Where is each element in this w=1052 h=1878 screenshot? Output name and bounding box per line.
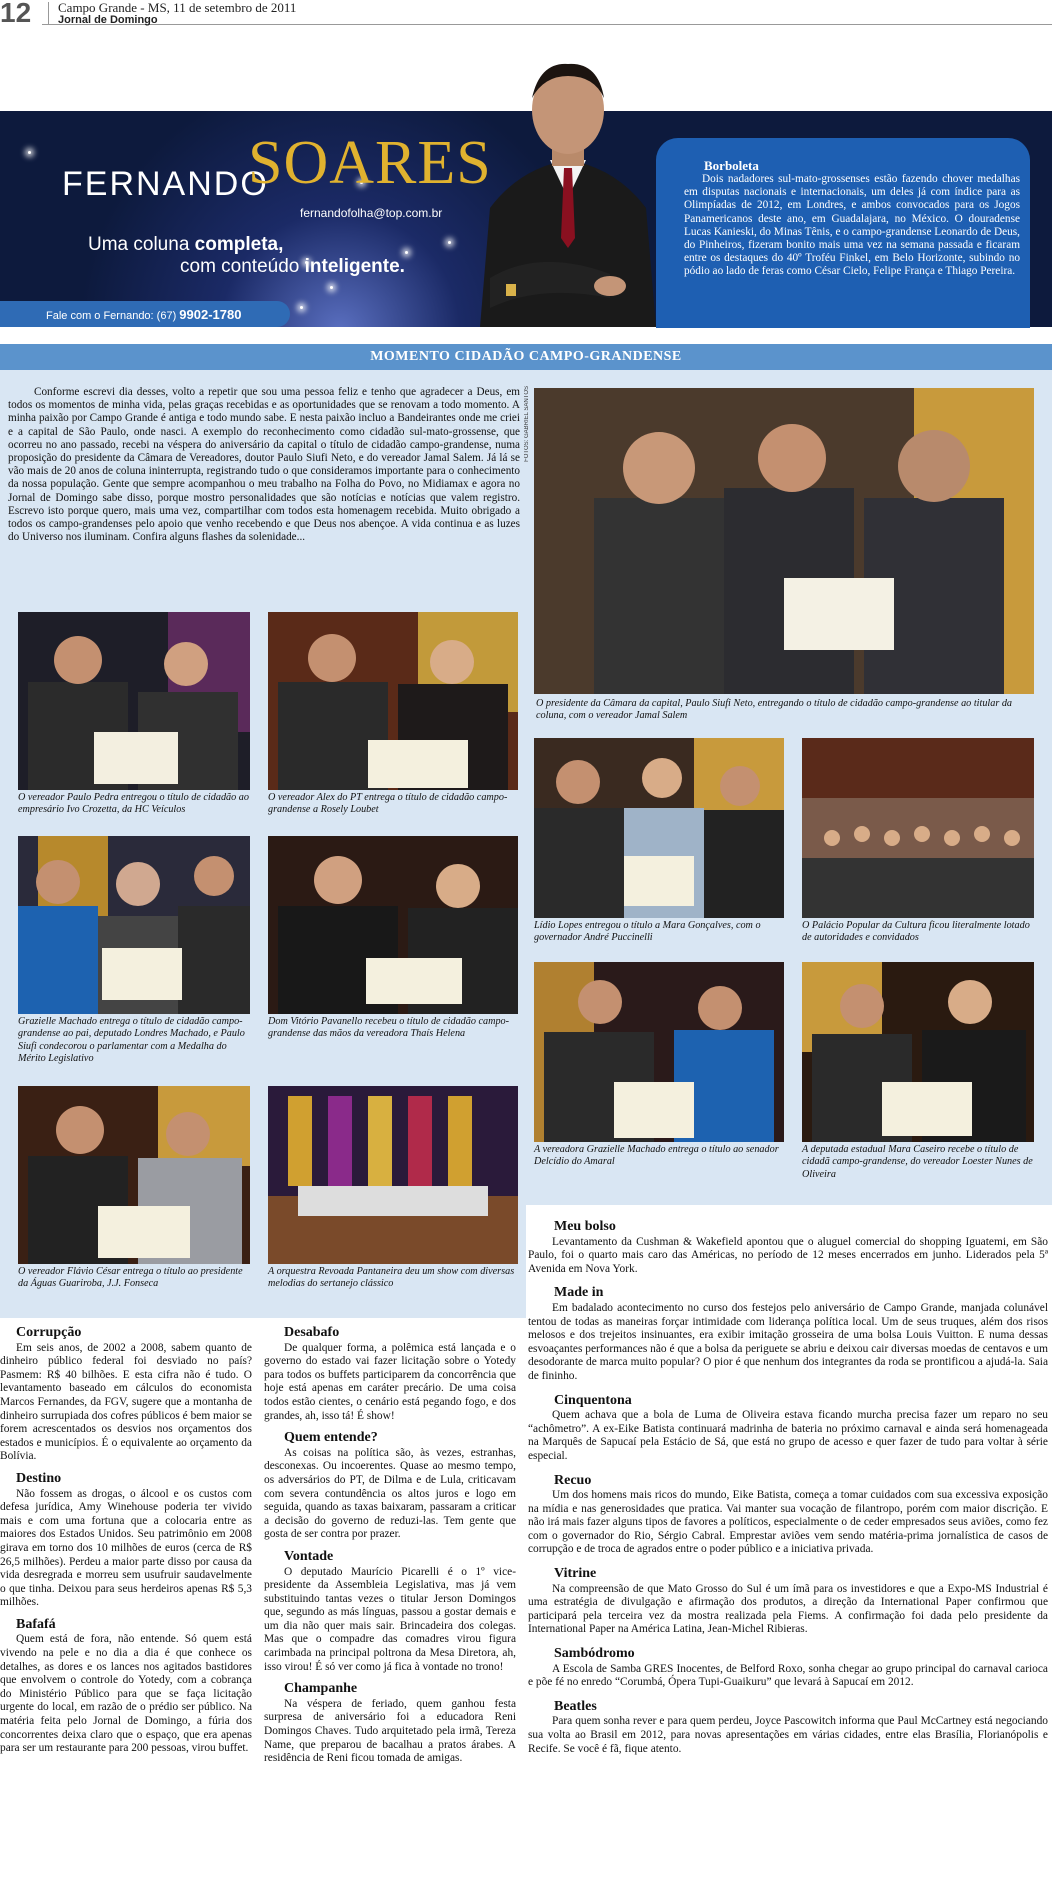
text-vitrine: Na compreensão de que Mato Grosso do Sul é um ímã para os investidores e que a Expo-MS Industrial é uma estratégia de divulgação e afirmação dos produtos, a direção da International Paper confirmou que participará pela terceira vez da mostra realizada pela Fiems. A confirmação foi dada pelo presidente da International Paper na América Latina, Jean-Michel Ribieras. [528, 1582, 1048, 1636]
heading-meu-bolso: Meu bolso [554, 1219, 616, 1234]
caption-mara-caseiro: A deputada estadual Mara Caseiro recebe o título de cidadã campo-grandense, do vereador Loester Nunes de Oliveira [802, 1144, 1033, 1180]
banner-phone: Fale com o Fernando: (67) 9902-1780 [46, 307, 242, 322]
caption-lidio-lopes: Lídio Lopes entregou o título a Mara Gonçalves, com o governador André Puccinelli [534, 920, 761, 944]
heading-sambodromo: Sambódromo [554, 1646, 635, 1662]
caption-palacio-popular: O Palácio Popular da Cultura ficou literalmente lotado de autoridades e convidados [802, 920, 1030, 944]
text-vontade: O deputado Maurício Picarelli é o 1º vice-presidente da Assembleia Legislativa, mas já vem substituindo tantas vezes o titular Jerson Domingos que, segundo as más línguas, passou a gostar demais e um dia não quer mais sair. Brincadeira dos colegas. Mas que o compadre das comadres virou figura carimbada na principal poltrona da Mesa Diretora, ah, isso virou! É só ver como já fica à vontade no trono! [264, 1565, 516, 1673]
text-corrupcao: Em seis anos, de 2002 a 2008, sabem quanto de dinheiro público federal foi desviado no país? Pasmem: R$ 40 bilhões. E esta cifra não é tudo. O levantamento baseado em cálculos do economista Marcos Fernandes, da FGV, sugere que a montanha de dinheiro surrupiada dos cofres públicos é bem maior se forem acrescentados os desvios nos orçamentos dos estados e municípios. É o equivalente ao orçamento da Bolívia. [0, 1341, 252, 1463]
caption-flavio-cesar: O vereador Flávio César entrega o título ao presidente da Águas Guariroba, J.J. Fonseca [18, 1266, 243, 1290]
caption-dom-vitorio: Dom Vitório Pavanello recebeu o título de cidadão campo-grandense das mãos da vereadora Thaís Helena [268, 1016, 510, 1040]
heading-recuo: Recuo [554, 1472, 592, 1488]
text-cinquentona: Quem achava que a bola de Luma de Oliveira estava ficando murcha precisa fazer um reparo no seu “achômetro”. A ex-Eike Batista continuará madrinha de bateria no próximo carnaval e ainda será homenageada na Marquês de Sapucaí pela Estácio de Sá, que está no grupo de acesso e quer fazer de tudo para voltar à série especial. [528, 1409, 1048, 1462]
caption-orquestra: A orquestra Revoada Pantaneira deu um show com diversas melodias do sertanejo clássico [268, 1266, 515, 1290]
heading-cinquentona: Cinquentona [554, 1392, 632, 1408]
heading-champanhe: Champanhe [284, 1681, 358, 1697]
heading-vitrine: Vitrine [554, 1566, 597, 1582]
heading-beatles: Beatles [554, 1698, 597, 1714]
caption-paulo-pedra: O vereador Paulo Pedra entregou o título de cidadão ao empresário Ivo Crozetta, da HC Veículos [18, 792, 249, 816]
text-meu-bolso: Levantamento da Cushman & Wakefield apontou que o aluguel comercial do shopping Iguatemi, em São Paulo, foi o quarto mais caro das Américas, no período de 12 meses encerrados em junho. Liderados pela 5ª Avenida em Nova York. [528, 1235, 1048, 1275]
photo-paulo-pedra [18, 612, 250, 790]
columnist-portrait [460, 48, 676, 327]
text-champanhe: Na véspera de feriado, quem ganhou festa surpresa de aniversário foi a educadora Reni Domingos Chaves. Tudo arquitetado pela irmã, Tereza Name, que preparou de bacalhau a pratos árabes. A residência de Reni ficou tomada de amigas. [264, 1697, 516, 1765]
caption-grazielle-londres: Grazielle Machado entrega o título de cidadão campo-grandense ao pai, deputado Londres Machado, e Paulo Siufi condecorou o parlamentar com a Medalha do Mérito Legislativo [18, 1016, 245, 1065]
header-newspaper: Jornal de Domingo [58, 14, 158, 26]
column-right [528, 1220, 1048, 1756]
text-desabafo: De qualquer forma, a polêmica está lançada e o governo do estado vai fazer licitação sobre o Yotedy para todos os buffets participarem da concorrência que hoje está apenas em caráter precário. De uma coisa todos estão cientes, o cenário está pegando fogo, e dos grandes, ah, isso tá! É show! [264, 1341, 516, 1422]
caption-delcidio: A vereadora Grazielle Machado entrega o título ao senador Delcídio do Amaral [534, 1144, 779, 1168]
photo-main-ceremony [534, 388, 1034, 694]
page-number: 12 [0, 0, 32, 28]
photo-lidio-lopes [534, 738, 784, 918]
caption-alex-do-pt: O vereador Alex do PT entrega o título de cidadão campo-grandense a Rosely Loubet [268, 792, 508, 816]
column-left [0, 1326, 252, 1756]
photo-flavio-cesar [18, 1086, 250, 1264]
text-beatles: Para quem sonha rever e para quem perdeu, Joyce Pascowitch informa que Paul McCartney está negociando sua volta ao Brasil em 2012, para novas apresentações em várias cidades, entre elas Brasília, Florianópolis e Recife. Se você é fã, fique atento. [528, 1715, 1048, 1755]
banner-tagline-2: com conteúdo inteligente. [180, 256, 405, 277]
photo-dom-vitorio [268, 836, 518, 1014]
text-destino: Não fossem as drogas, o álcool e os custos com defesa jurídica, Amy Winehouse poderia ter vivido mais e com uma fortuna que a colocaria entre as maiores dos Estados Unidos. Seu patrimônio em 2008 girava em torno dos 10 milhões de euros (cerca de R$ 26,5 milhões). Perdeu a maior parte disso por causa da vida desregrada e morreu sem usufruir saudavelmente o que tinha. Deixou para seus herdeiros apenas R$ 5,3 milhões. [0, 1487, 252, 1609]
heading-bafafa: Bafafá [16, 1616, 56, 1632]
column-middle [264, 1326, 516, 1766]
banner-tagline-1: Uma coluna completa, [88, 234, 284, 255]
photo-credit: FOTOS: GABRIEL SANTOS [524, 386, 530, 462]
borboleta-title: Borboleta [704, 158, 759, 173]
caption-main-ceremony: O presidente da Câmara da capital, Paulo Siufi Neto, entregando o título de cidadão campo-grandense ao titular da coluna, com o vereador Jamal Salem [536, 698, 1013, 722]
photo-delcidio [534, 962, 784, 1142]
heading-destino: Destino [16, 1470, 62, 1486]
banner-name-first: FERNANDO [62, 165, 269, 203]
banner-name-last: SOARES [248, 129, 492, 197]
text-sambodromo: A Escola de Samba GRES Inocentes, de Belford Roxo, sonha chegar ao grupo principal do carnaval carioca e põe fé no enredo “Corumbá, Ópera Tupi-Guaikuru” que levará à Sapucaí em 2012. [528, 1662, 1048, 1689]
text-recuo: Um dos homens mais ricos do mundo, Eike Batista, começa a tomar cuidados com sua excessiva exposição na mídia e nas generosidades que pratica. Vai manter sua vocação de filantropo, porém com maior discrição. E não irá mais fazer alguns tipos de favores a políticos, especialmente o de ceder empresados seus aviões, como fez com o governador do Rio, Sérgio Cabral. Emprestar aviões vem sendo matéria-prima jornalística de casos de corrupção e de troca de agrados entre o poder público e a iniciativa privada. [528, 1489, 1048, 1556]
photo-palacio-popular [802, 738, 1034, 918]
heading-vontade: Vontade [284, 1548, 334, 1564]
borboleta-text: Dois nadadores sul-mato-grossenses estão fazendo chover medalhas em disputas nacionais e internacionais, um deles já com índice para as Olimpíadas de 2012, em Londres, e ambos convocados para os Jogos Panamericanos deste ano, em Guadalajara, no México. O douradense Lucas Kanieski, do Minas Tênis, e o campo-grandense Leonardo de Deus, do Pinheiros, fizeram bonito mais uma vez na semana passada e ficaram entre os destaques do 40º Troféu Finkel, em Belo Horizonte, subindo no pódio ao lado de feras como César Cielo, Felipe França e Thiago Pereira. [684, 173, 1020, 278]
text-quem-entende: As coisas na política são, às vezes, estranhas, desconexas. Ou incoerentes. Quase ao mesmo tempo, os adversários do PT, de Dilma e de Lula, criticavam com severa contundência os altos juros e logo em seguida, quando as taxas baixaram, passaram a criticar a decisão do governo de reduzi-las. Tem gente que gosta de ser contra por prazer. [264, 1446, 516, 1541]
section-intro: Conforme escrevi dia desses, volto a repetir que sou uma pessoa feliz e tenho que agradecer a Deus, em todos os momentos de minha vida, pelas graças recebidas e as oportunidades que se renovam a todo momento. A minha paixão por Campo Grande é antiga e todo mundo sabe. E nesta paixão incluo a Bandeirantes onde me criei e a capital de São Paulo, onde nasci. A exemplo do reconhecimento como cidadão sul-mato-grossense, que ocorreu no ano passado, recebi na véspera do aniversário da capital o título de cidadão campo-grandense, numa proposição do presidente da Câmara de Vereadores, doutor Paulo Siufi Neto, e do vereador Jamal Salem. Já lá se vão mais de 20 anos de coluna ininterrupta, registrando tudo o que consideramos importante para o conhecimento da nossa população. Gente que sempre acompanhou o meu trabalho na Folha do Povo, no Midiamax e agora no Jornal de Domingo sabe disso, porque mostro personalidades que são notícias e notícias que valem registro. Escrevo isto porque quero, mais uma vez, compartilhar com todos esta homenagem recebida. Muito obrigado a todos os campo-grandenses pelo apoio que venho recebendo e que Deus nos abençoe. A vida continua e as luzes do Universo nos iluminam. Confira alguns flashes da solenidade... [8, 386, 520, 544]
text-made-in: Em badalado acontecimento no curso dos festejos pelo aniversário de Campo Grande, manjada colunável tentou de todas as maneiras forçar intimidade com liderança política local. Um de seus truques, além dos risos melosos e dos trejeitos insinuantes, era exibir imitação grosseira de uma bolsa Louis Vuitton. E numa dessas esvoaçantes performances não é que a bolsa da periguete se abriu e deixou cair diversas moedas de centavos e um desodorante de marca muito popular? O pior é que nenhum dos integrantes da roda se prontificou a ajudá-la. Saia de fininho. [528, 1301, 1048, 1382]
heading-desabafo: Desabafo [284, 1325, 340, 1340]
photo-mara-caseiro [802, 962, 1034, 1142]
photo-orquestra [268, 1086, 518, 1264]
photo-alex-do-pt [268, 612, 518, 790]
text-bafafa: Quem está de fora, não entende. Só quem está vivendo na pele e no dia a dia é que conhece os detalhes, as dores e os lances nos agitados bastidores que envolvem o controle do Yotedy, com a cobrança do Ministério Público para que se faça licitação urgente do local, em razão de o prédio ser público. Na matéria feita pelo Jornal de Domingo, a fúria dos concorrentes deixa claro que o espaço, que era apenas para ser um restaurante para 200 pessoas, virou buffet. [0, 1633, 252, 1755]
photo-grazielle-londres [18, 836, 250, 1014]
section-title: MOMENTO CIDADÃO CAMPO-GRANDENSE [370, 349, 682, 364]
heading-corrupcao: Corrupção [16, 1325, 82, 1340]
banner-email[interactable]: fernandofolha@top.com.br [300, 206, 443, 220]
heading-made-in: Made in [554, 1285, 604, 1301]
heading-quem-entende: Quem entende? [284, 1430, 378, 1446]
header-city-date: Campo Grande - MS, 11 de setembro de 2011 [58, 0, 297, 15]
